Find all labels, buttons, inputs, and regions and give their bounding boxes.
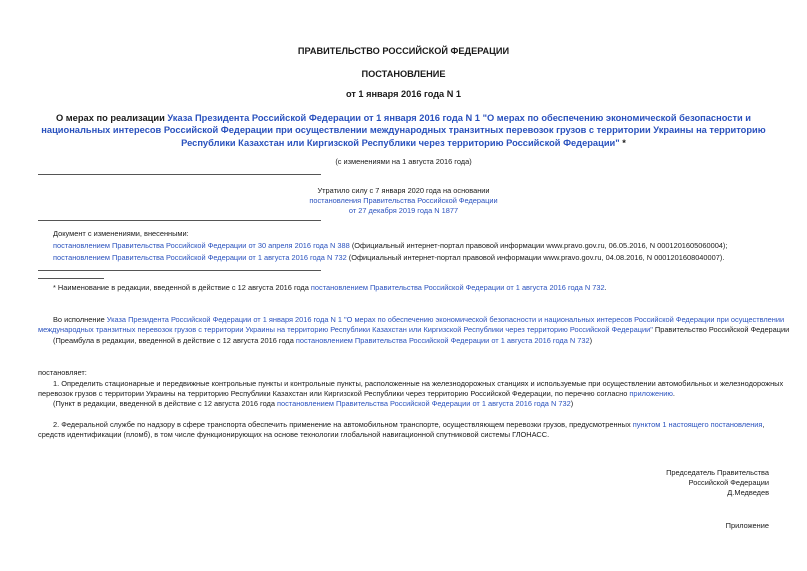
amendment-item — [53, 253, 724, 263]
preamble-note — [53, 336, 592, 346]
footnote — [53, 283, 607, 293]
signature-position: Председатель Правительства — [666, 468, 769, 477]
point1-reference-link[interactable]: пунктом 1 настоящего постановления — [632, 420, 763, 429]
point2-end: , — [762, 420, 765, 429]
point1-note-link[interactable]: постановлением Правительства Российской Федерации от 1 августа 2016 года N 732 — [277, 399, 571, 408]
document-date-number: от 1 января 2016 года N 1 — [345, 89, 462, 99]
preamble-decree-link[interactable]: Указа Президента Российской Федерации от 1 января 2016 года N 1 "О мерах по обеспечению экономической безопасности и национальных интересов Российской Федерации при осуществлении — [106, 315, 785, 324]
divider — [38, 174, 321, 175]
amendments-heading: Документ с изменениями, внесенными: — [53, 229, 189, 238]
point1-note-end: ) — [570, 399, 574, 408]
point1-end: . — [672, 389, 675, 398]
expired-line1: Утратило силу с 7 января 2020 года на основании — [317, 186, 490, 195]
preamble-note-end: ) — [589, 336, 593, 345]
signature-block — [666, 468, 769, 499]
appendix-link[interactable]: приложению — [629, 389, 673, 398]
title-decree-link-line2[interactable]: национальных интересов Российской Федерации при осуществлении международных транзитных перевозок грузов с территории Украины на территорию — [41, 125, 766, 136]
preamble-decree-link-line2[interactable]: международных транзитных перевозок грузов с территории Украины на территорию Республики Казахстан или Киргизской Республики через территорию Российской Федерации" — [38, 325, 653, 334]
government-heading: ПРАВИТЕЛЬСТВО РОССИЙСКОЙ ФЕДЕРАЦИИ — [297, 46, 510, 56]
expired-link-line3[interactable]: от 27 декабря 2019 года N 1877 — [348, 206, 459, 215]
preamble-line1 — [53, 315, 784, 325]
expired-notice — [0, 186, 807, 216]
title-suffix: * — [619, 137, 626, 148]
amendment-link[interactable]: постановлением Правительства Российской Федерации от 1 августа 2016 года N 732 — [53, 253, 347, 262]
point1-line1: 1. Определить стационарные и передвижные контрольные пункты и контрольные пункты, расположенные на железнодорожных станциях и используемые при осуществлении автомобильных и железнодорожных — [53, 379, 784, 388]
footnote-link[interactable]: постановлением Правительства Российской Федерации от 1 августа 2016 года N 732 — [310, 283, 605, 292]
appendix-label: Приложение — [725, 521, 769, 530]
footnote-text: * Наименование в редакции, введенной в действие с 12 августа 2016 года — [53, 283, 311, 292]
document-title — [0, 112, 807, 149]
preamble-note-link[interactable]: постановлением Правительства Российской Федерации от 1 августа 2016 года N 732 — [295, 336, 590, 345]
document-type: ПОСТАНОВЛЕНИЕ — [361, 69, 446, 79]
amendment-source: (Официальный интернет-портал правовой информации www.pravo.gov.ru, 06.05.2016, N 0001201605060004); — [349, 241, 728, 250]
resolves-word: постановляет: — [38, 368, 87, 377]
footnote-divider — [38, 278, 104, 279]
preamble-note-text: (Преамбула в редакции, введенной в действие с 12 августа 2016 года — [53, 336, 296, 345]
title-decree-link[interactable]: Указа Президента Российской Федерации от 1 января 2016 года N 1 "О мерах по обеспечению экономической безопасности и — [167, 113, 752, 123]
revision-note: (с изменениями на 1 августа 2016 года) — [335, 157, 472, 166]
amendment-source: (Официальный интернет-портал правовой информации www.pravo.gov.ru, 04.08.2016, N 0001201608040007). — [346, 253, 725, 262]
point2-line1 — [53, 420, 764, 430]
divider — [38, 270, 321, 271]
preamble-line2 — [38, 325, 789, 335]
point1-text: перевозок грузов с территории Украины на территорию Республики Казахстан или Киргизской Республики через территорию Российской Федерации, по перечню согласно — [38, 389, 630, 398]
point1-note — [53, 399, 573, 409]
preamble-start: Во исполнение — [53, 315, 107, 324]
title-decree-link-line3[interactable]: Республики Казахстан или Киргизской Республики через территорию Российской Федерации" — [181, 137, 620, 148]
title-prefix: О мерах по реализации — [55, 113, 168, 123]
footnote-end: . — [604, 283, 607, 292]
signature-name: Д.Медведев — [727, 488, 769, 498]
divider — [38, 220, 321, 221]
point2-text: 2. Федеральной службе по надзору в сфере транспорта обеспечить применение на автомобильном транспорте, осуществляющем перевозки грузов, предусмотренных — [53, 420, 633, 429]
amendment-item — [53, 241, 727, 251]
point2-line2: средств идентификации (пломб), в том числе функционирующих на основе технологии глобальной навигационной спутниковой системы ГЛОНАСС. — [38, 430, 550, 439]
expired-link-line2[interactable]: постановления Правительства Российской Федерации — [309, 196, 498, 205]
point1-note-text: (Пункт в редакции, введенной в действие с 12 августа 2016 года — [53, 399, 277, 408]
point1-line2 — [38, 389, 675, 399]
preamble-end: Правительство Российской Федерации — [652, 325, 790, 334]
signature-country: Российской Федерации — [688, 478, 769, 488]
amendment-link[interactable]: постановлением Правительства Российской Федерации от 30 апреля 2016 года N 388 — [53, 241, 350, 250]
